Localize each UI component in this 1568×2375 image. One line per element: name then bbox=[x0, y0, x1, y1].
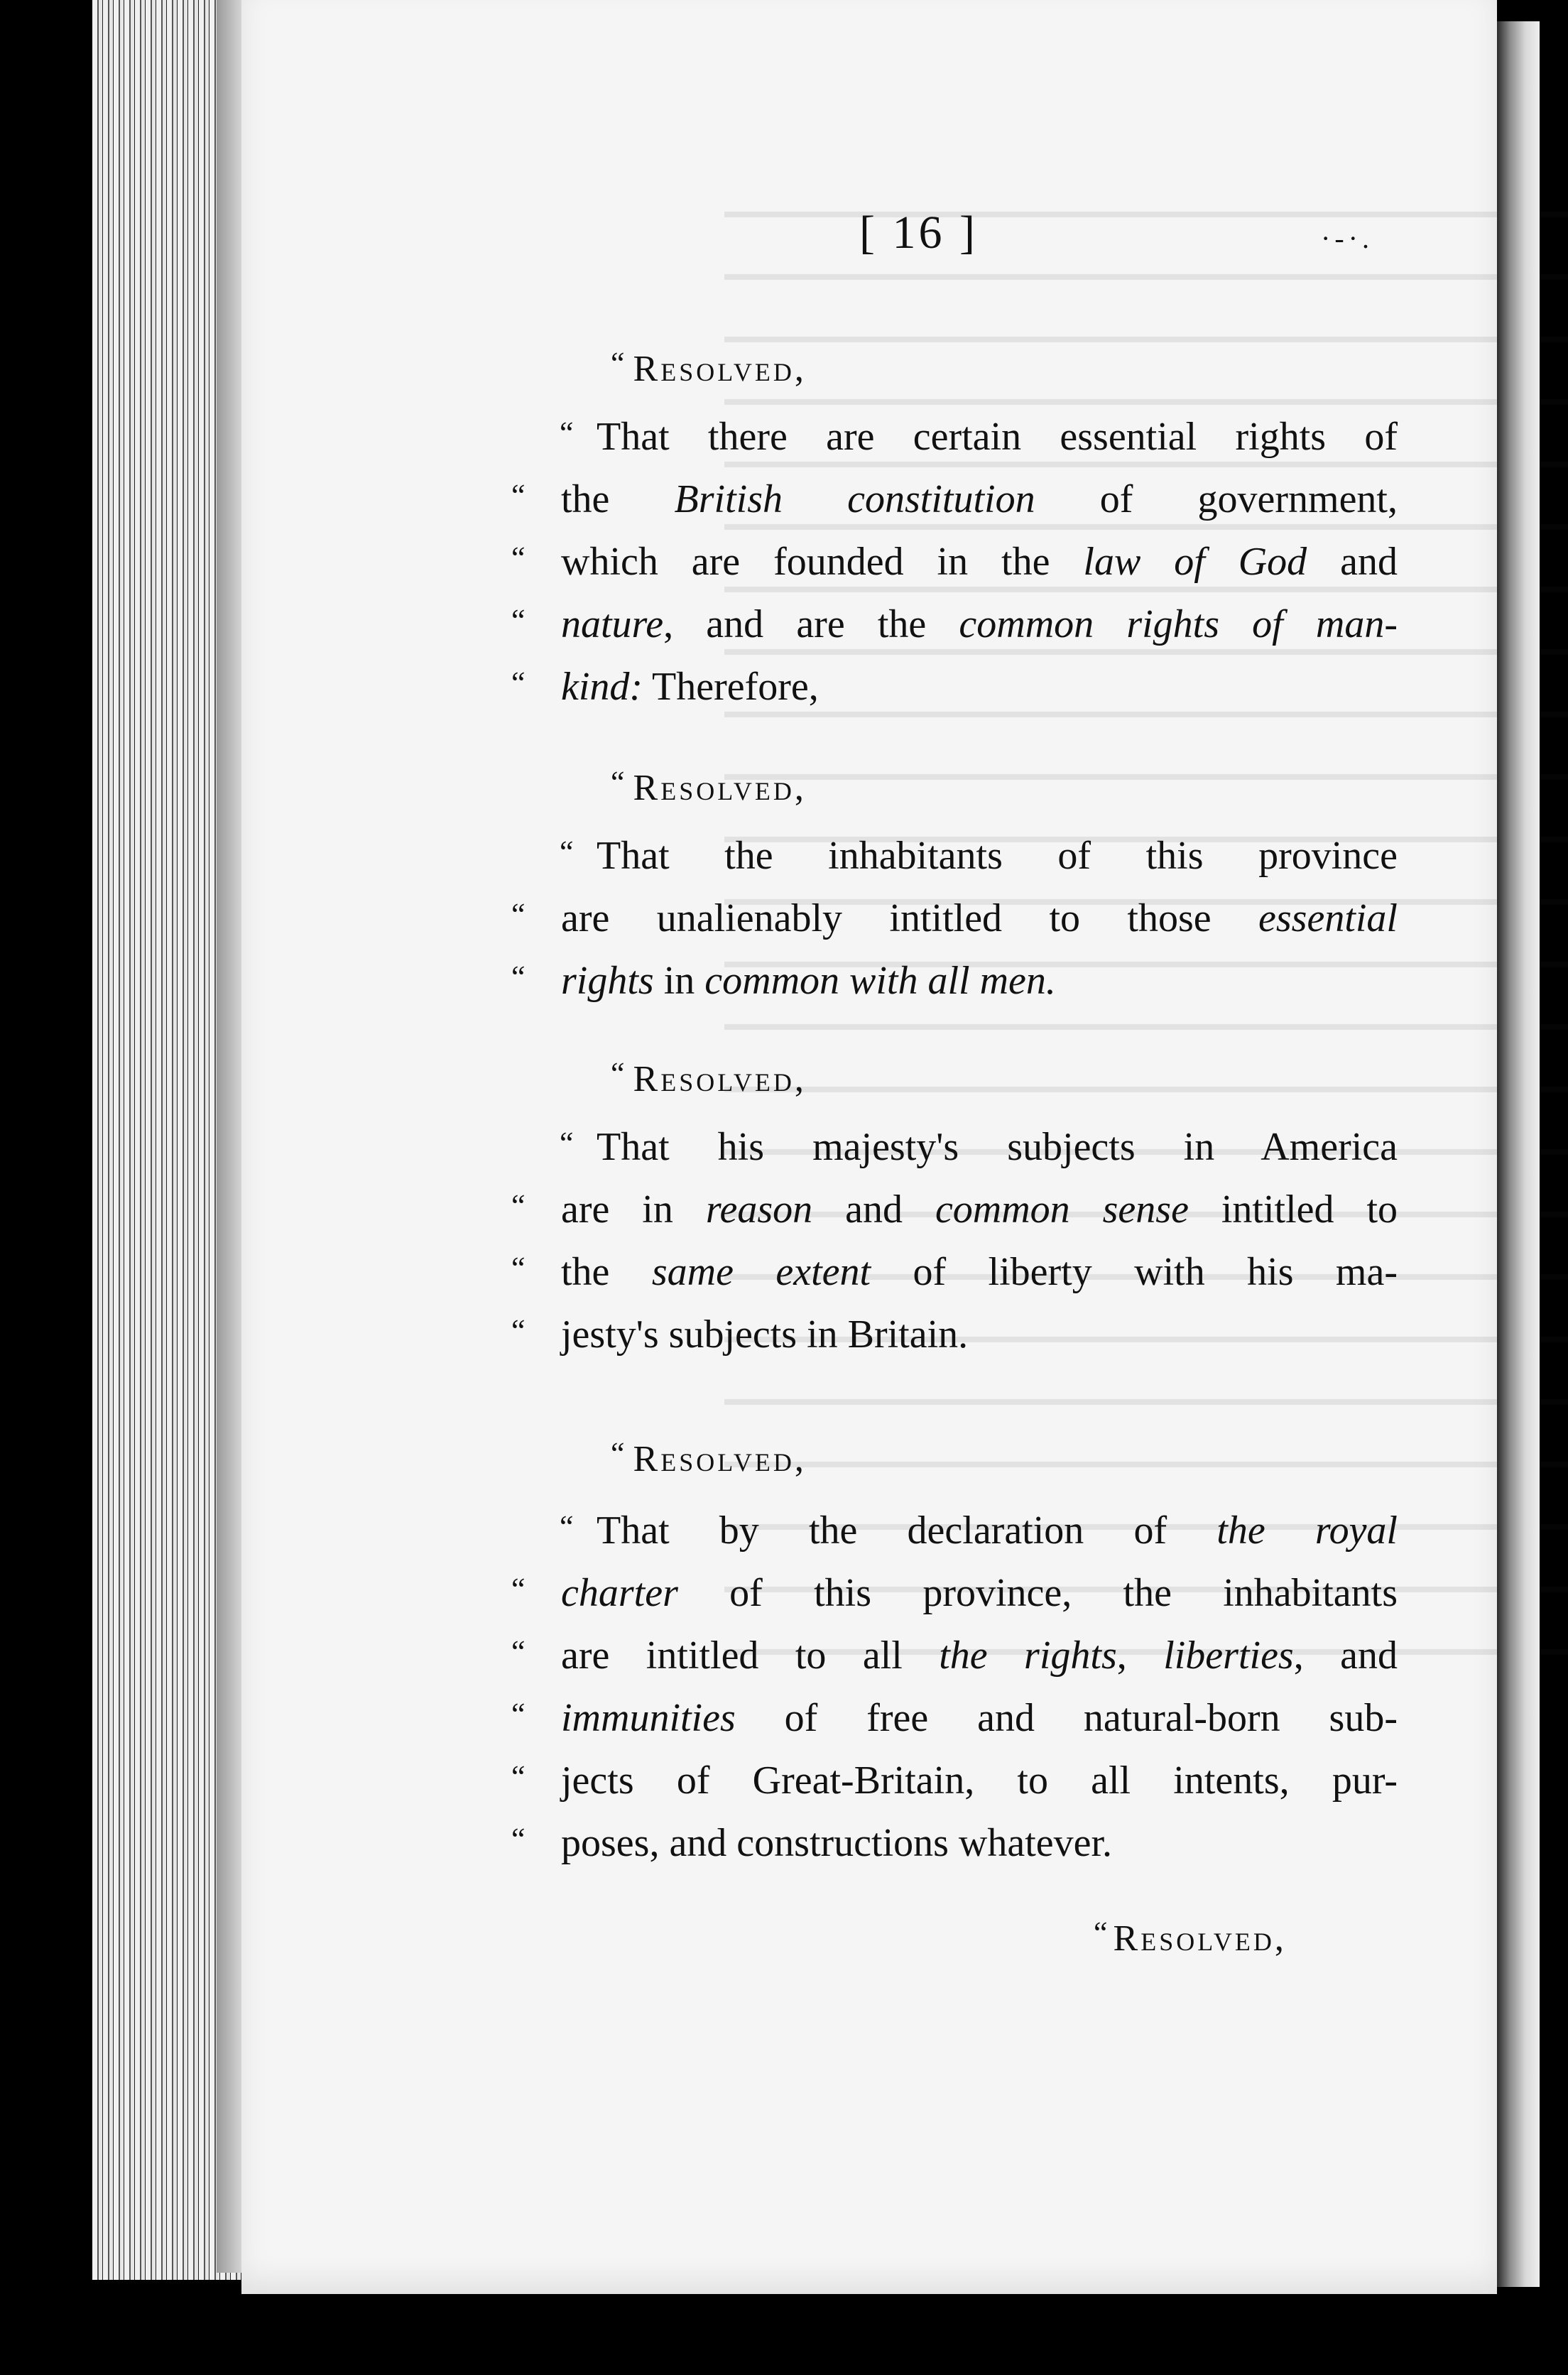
text-line bbox=[597, 412, 1398, 462]
quote-mark: “ bbox=[511, 1697, 524, 1732]
roman-text: which are founded in the bbox=[561, 540, 1084, 584]
heading-text: Resolved, bbox=[633, 768, 807, 808]
quote-mark: “ bbox=[560, 1126, 572, 1161]
text-line bbox=[561, 474, 1398, 524]
italic-text: common rights of man- bbox=[959, 602, 1398, 646]
text-line bbox=[561, 1310, 968, 1359]
text-line bbox=[597, 1506, 1398, 1555]
italic-text: charter bbox=[561, 1571, 678, 1615]
text-line bbox=[561, 1693, 1398, 1743]
quote-mark: “ bbox=[511, 897, 524, 932]
quote-mark: “ bbox=[511, 603, 524, 638]
italic-text: immunities bbox=[561, 1696, 736, 1740]
quote-mark: “ bbox=[511, 478, 524, 513]
italic-text: liberties bbox=[1163, 1634, 1294, 1678]
roman-text: the bbox=[561, 477, 675, 521]
resolved-heading bbox=[611, 1438, 807, 1480]
italic-text: reason bbox=[705, 1188, 813, 1232]
roman-text: jects of Great-Britain, to all intents, pur- bbox=[561, 1759, 1398, 1803]
text-line bbox=[561, 537, 1398, 587]
text-line bbox=[561, 956, 1056, 1006]
roman-text: That his majesty's subjects in America bbox=[597, 1125, 1398, 1169]
text-line bbox=[561, 893, 1398, 943]
roman-text: and bbox=[1307, 540, 1398, 584]
heading-text: Resolved, bbox=[633, 1059, 807, 1099]
text-line bbox=[561, 1631, 1398, 1680]
quote-mark: “ bbox=[560, 415, 572, 450]
text-line bbox=[561, 1568, 1398, 1618]
italic-text: nature bbox=[561, 602, 664, 646]
roman-text: jesty's subjects in Britain. bbox=[561, 1312, 969, 1357]
roman-text: , and bbox=[1293, 1634, 1398, 1678]
roman-text: are in bbox=[561, 1188, 706, 1232]
text-line bbox=[561, 1185, 1398, 1234]
italic-text: essential bbox=[1258, 896, 1398, 940]
corner-mark: ·-·. bbox=[1321, 222, 1373, 254]
roman-text: the bbox=[561, 1250, 652, 1294]
quote-mark: “ bbox=[511, 1822, 524, 1857]
quote-mark: “ bbox=[611, 1056, 624, 1091]
quote-mark: “ bbox=[511, 1313, 524, 1348]
quote-mark: “ bbox=[511, 960, 524, 994]
roman-text: of free and natural-born sub- bbox=[735, 1696, 1398, 1740]
catchword bbox=[1094, 1915, 1287, 1960]
text-line bbox=[561, 1756, 1398, 1805]
quote-mark: “ bbox=[511, 540, 524, 575]
italic-text: the royal bbox=[1216, 1509, 1398, 1553]
italic-text: British constitution bbox=[674, 477, 1035, 521]
text-line bbox=[597, 831, 1398, 881]
roman-text: poses, and constructions whatever. bbox=[561, 1821, 1113, 1865]
text-line bbox=[561, 1818, 1112, 1868]
quote-mark: “ bbox=[611, 1436, 624, 1471]
text-line bbox=[561, 662, 819, 712]
resolved-heading bbox=[611, 767, 807, 809]
text-line bbox=[561, 1247, 1398, 1297]
roman-text: of government, bbox=[1035, 477, 1398, 521]
text-line bbox=[597, 1122, 1398, 1172]
quote-mark: “ bbox=[1094, 1915, 1106, 1950]
italic-text: kind: bbox=[561, 665, 643, 709]
quote-mark: “ bbox=[511, 1634, 524, 1669]
roman-text: are intitled to all bbox=[561, 1634, 940, 1678]
roman-text: of liberty with his ma- bbox=[871, 1250, 1398, 1294]
quote-mark: “ bbox=[560, 835, 572, 869]
roman-text: , and are the bbox=[663, 602, 959, 646]
roman-text: in bbox=[653, 959, 705, 1003]
roman-text: of this province, the inhabitants bbox=[677, 1571, 1398, 1615]
roman-text: intitled to bbox=[1188, 1188, 1398, 1232]
roman-text: , bbox=[1116, 1634, 1164, 1678]
quote-mark: “ bbox=[511, 1188, 524, 1223]
resolved-heading bbox=[611, 348, 807, 390]
catchword-text: Resolved, bbox=[1113, 1918, 1287, 1959]
roman-text: That the inhabitants of this province bbox=[597, 834, 1398, 878]
page-number: [ 16 ] bbox=[859, 207, 978, 259]
roman-text: That there are certain essential rights of bbox=[597, 415, 1398, 459]
quote-mark: “ bbox=[511, 1572, 524, 1607]
text-line bbox=[561, 599, 1398, 649]
italic-text: sense bbox=[1102, 1188, 1189, 1232]
heading-text: Resolved, bbox=[633, 349, 807, 389]
roman-text: are unalienably intitled to those bbox=[561, 896, 1259, 940]
roman-text bbox=[1070, 1188, 1103, 1232]
italic-text: common bbox=[935, 1188, 1070, 1232]
roman-text: and bbox=[812, 1188, 935, 1232]
roman-text: Therefore, bbox=[643, 665, 819, 709]
roman-text: That by the declaration of bbox=[597, 1509, 1217, 1553]
quote-mark: “ bbox=[611, 346, 624, 381]
heading-text: Resolved, bbox=[633, 1439, 807, 1479]
quote-mark: “ bbox=[511, 1759, 524, 1794]
italic-text: rights bbox=[561, 959, 654, 1003]
italic-text: the rights bbox=[939, 1634, 1117, 1678]
quote-mark: “ bbox=[511, 1251, 524, 1286]
italic-text: law of God bbox=[1083, 540, 1307, 584]
quote-mark: “ bbox=[560, 1509, 572, 1544]
quote-mark: “ bbox=[511, 665, 524, 700]
italic-text: common with all men. bbox=[704, 959, 1056, 1003]
resolved-heading bbox=[611, 1058, 807, 1100]
italic-text: same extent bbox=[651, 1250, 871, 1294]
quote-mark: “ bbox=[611, 765, 624, 800]
